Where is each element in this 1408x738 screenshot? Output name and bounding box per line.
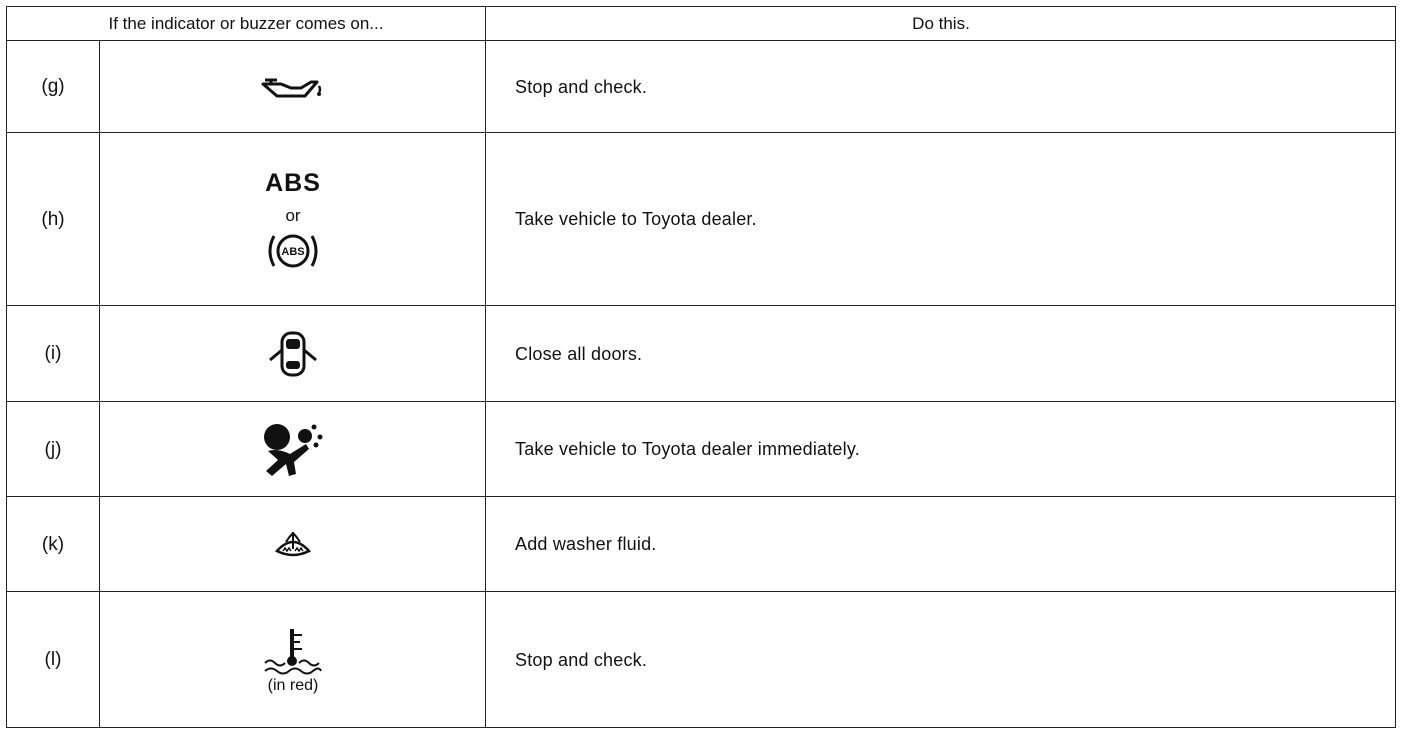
washer-fluid-icon [273, 529, 313, 561]
abs-text-indicator: ABS [265, 169, 321, 197]
row-divider [7, 305, 1395, 306]
row-label: (j) [44, 438, 62, 460]
row-divider [7, 496, 1395, 497]
coolant-temperature-icon [261, 625, 325, 675]
oil-pressure-icon [261, 74, 325, 100]
icon-cell [101, 42, 485, 132]
header-divider [7, 40, 1395, 41]
abs-badge-text: ABS [281, 246, 305, 258]
icon-cell [101, 134, 485, 305]
row-divider [7, 132, 1395, 133]
action-text: Add washer fluid. [515, 534, 657, 554]
or-text: or [285, 206, 301, 225]
icon-note: (in red) [267, 677, 319, 694]
column-divider [99, 40, 100, 727]
action-text: Stop and check. [515, 649, 648, 670]
row-label: (g) [41, 76, 65, 97]
header-action: Do this. [912, 13, 970, 33]
action-text: Close all doors. [515, 343, 643, 364]
indicator-table [6, 6, 1396, 728]
icon-cell [101, 307, 485, 401]
row-label: (l) [44, 649, 62, 670]
airbag-icon [260, 422, 326, 478]
row-divider [7, 401, 1395, 402]
action-text: Stop and check. [515, 76, 648, 97]
row-label: (i) [44, 343, 62, 364]
column-divider [485, 7, 486, 727]
icon-cell [101, 403, 485, 496]
row-label: (k) [41, 533, 65, 555]
icon-cell [101, 593, 485, 727]
row-label: (h) [41, 208, 65, 230]
action-text: Take vehicle to Toyota dealer. [515, 209, 757, 229]
action-text: Take vehicle to Toyota dealer immediately. [515, 439, 860, 459]
icon-cell [101, 498, 485, 591]
abs-warning-icon [265, 232, 321, 270]
door-open-icon [267, 330, 319, 378]
row-divider [7, 591, 1395, 592]
header-indicator: If the indicator or buzzer comes on... [108, 13, 384, 33]
